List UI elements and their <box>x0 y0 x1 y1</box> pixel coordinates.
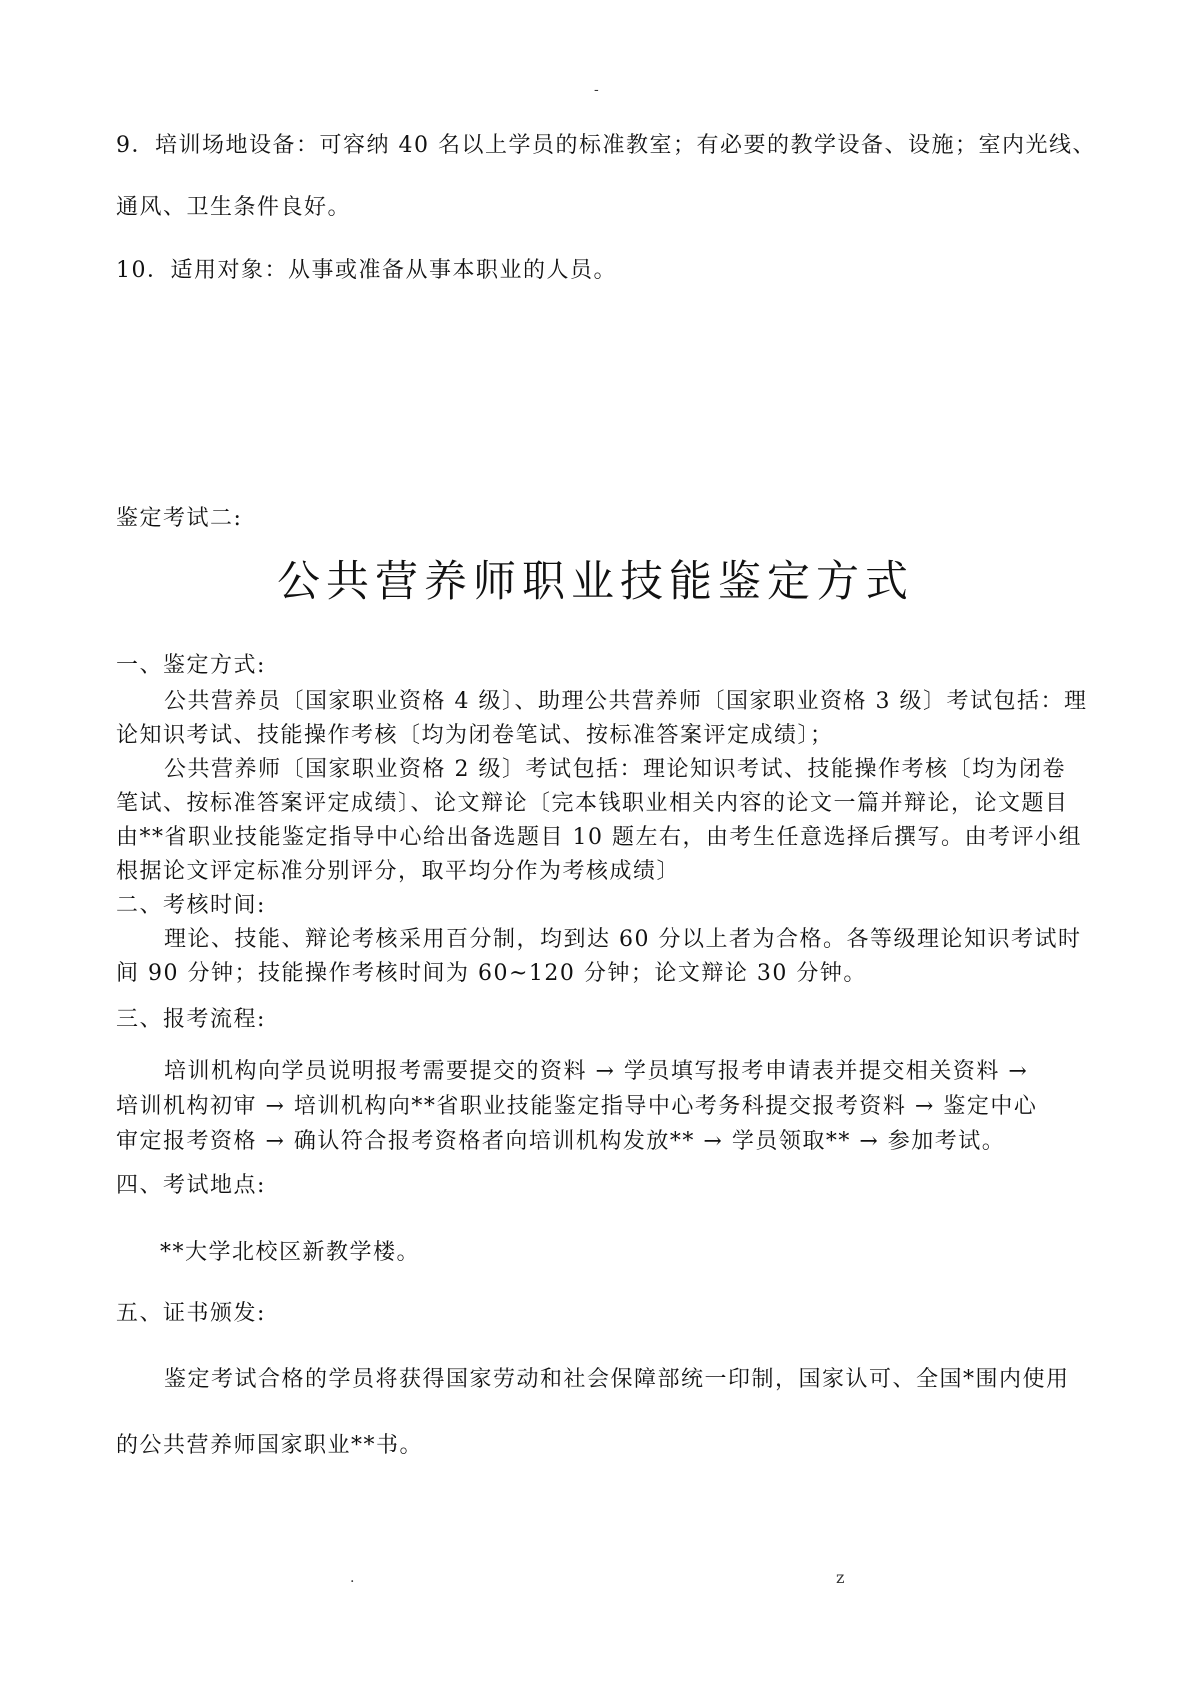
section-3-line-3: 审定报考资格 → 确认符合报考资格者向培训机构发放** → 学员领取** → 参加考试。 <box>116 1129 1006 1154</box>
section-2-line-1: 理论、技能、辩论考核采用百分制，均到达 60 分以上者为合格。各等级理论知识考试时 <box>164 927 1082 952</box>
section-4-heading: 四、考试地点: <box>116 1173 266 1198</box>
section-5-line-2: 的公共营养师国家职业**书。 <box>116 1433 424 1458</box>
section-2-heading: 二、考核时间: <box>116 893 266 918</box>
footer-page-mark: z <box>836 1568 845 1587</box>
item-10: 10．适用对象：从事或准备从事本职业的人员。 <box>116 258 617 283</box>
section-1-heading: 一、鉴定方式: <box>116 653 266 678</box>
section-1-para-1-line-2: 论知识考试、技能操作考核〔均为闭卷笔试、按标准答案评定成绩〕； <box>116 723 834 748</box>
footer-dot: . <box>350 1570 355 1586</box>
section-4-line-1: **大学北校区新教学楼。 <box>160 1240 421 1265</box>
section-1-para-2-line-2: 笔试、按标准答案评定成绩〕、论文辩论〔完本钱职业相关内容的论文一篇并辩论，论文题目 <box>116 791 1069 816</box>
section-1-para-2-line-3: 由**省职业技能鉴定指导中心给出备选题目 10 题左右，由考生任意选择后撰写。由考评小组 <box>116 825 1082 850</box>
section-3-line-1: 培训机构向学员说明报考需要提交的资料 → 学员填写报考申请表并提交相关资料 → <box>164 1059 1029 1084</box>
section-1-para-1-line-1: 公共营养员〔国家职业资格 4 级〕、助理公共营养师〔国家职业资格 3 级〕考试包括：理 <box>164 689 1088 714</box>
section-1-para-2-line-4: 根据论文评定标准分别评分，取平均分作为考核成绩〕 <box>116 859 681 884</box>
section-3-line-2: 培训机构初审 → 培训机构向**省职业技能鉴定指导中心考务科提交报考资料 → 鉴定中心 <box>116 1094 1038 1119</box>
section-1-para-2-line-1: 公共营养师〔国家职业资格 2 级〕考试包括：理论知识考试、技能操作考核〔均为闭卷 <box>164 757 1066 782</box>
section-label: 鉴定考试二: <box>116 506 243 531</box>
section-2-line-2: 间 90 分钟；技能操作考核时间为 60~120 分钟；论文辩论 30 分钟。 <box>116 961 867 986</box>
item-9-line-1: 9．培训场地设备：可容纳 40 名以上学员的标准教室；有必要的教学设备、设施；室内光线、 <box>116 133 1096 158</box>
section-5-heading: 五、证书颁发: <box>116 1301 266 1326</box>
page-title: 公共营养师职业技能鉴定方式 <box>277 557 914 607</box>
section-3-heading: 三、报考流程: <box>116 1007 266 1032</box>
section-5-line-1: 鉴定考试合格的学员将获得国家劳动和社会保障部统一印制，国家认可、全国*围内使用 <box>164 1367 1070 1392</box>
item-9-line-2: 通风、卫生条件良好。 <box>116 195 352 220</box>
header-mark: - <box>594 82 599 98</box>
